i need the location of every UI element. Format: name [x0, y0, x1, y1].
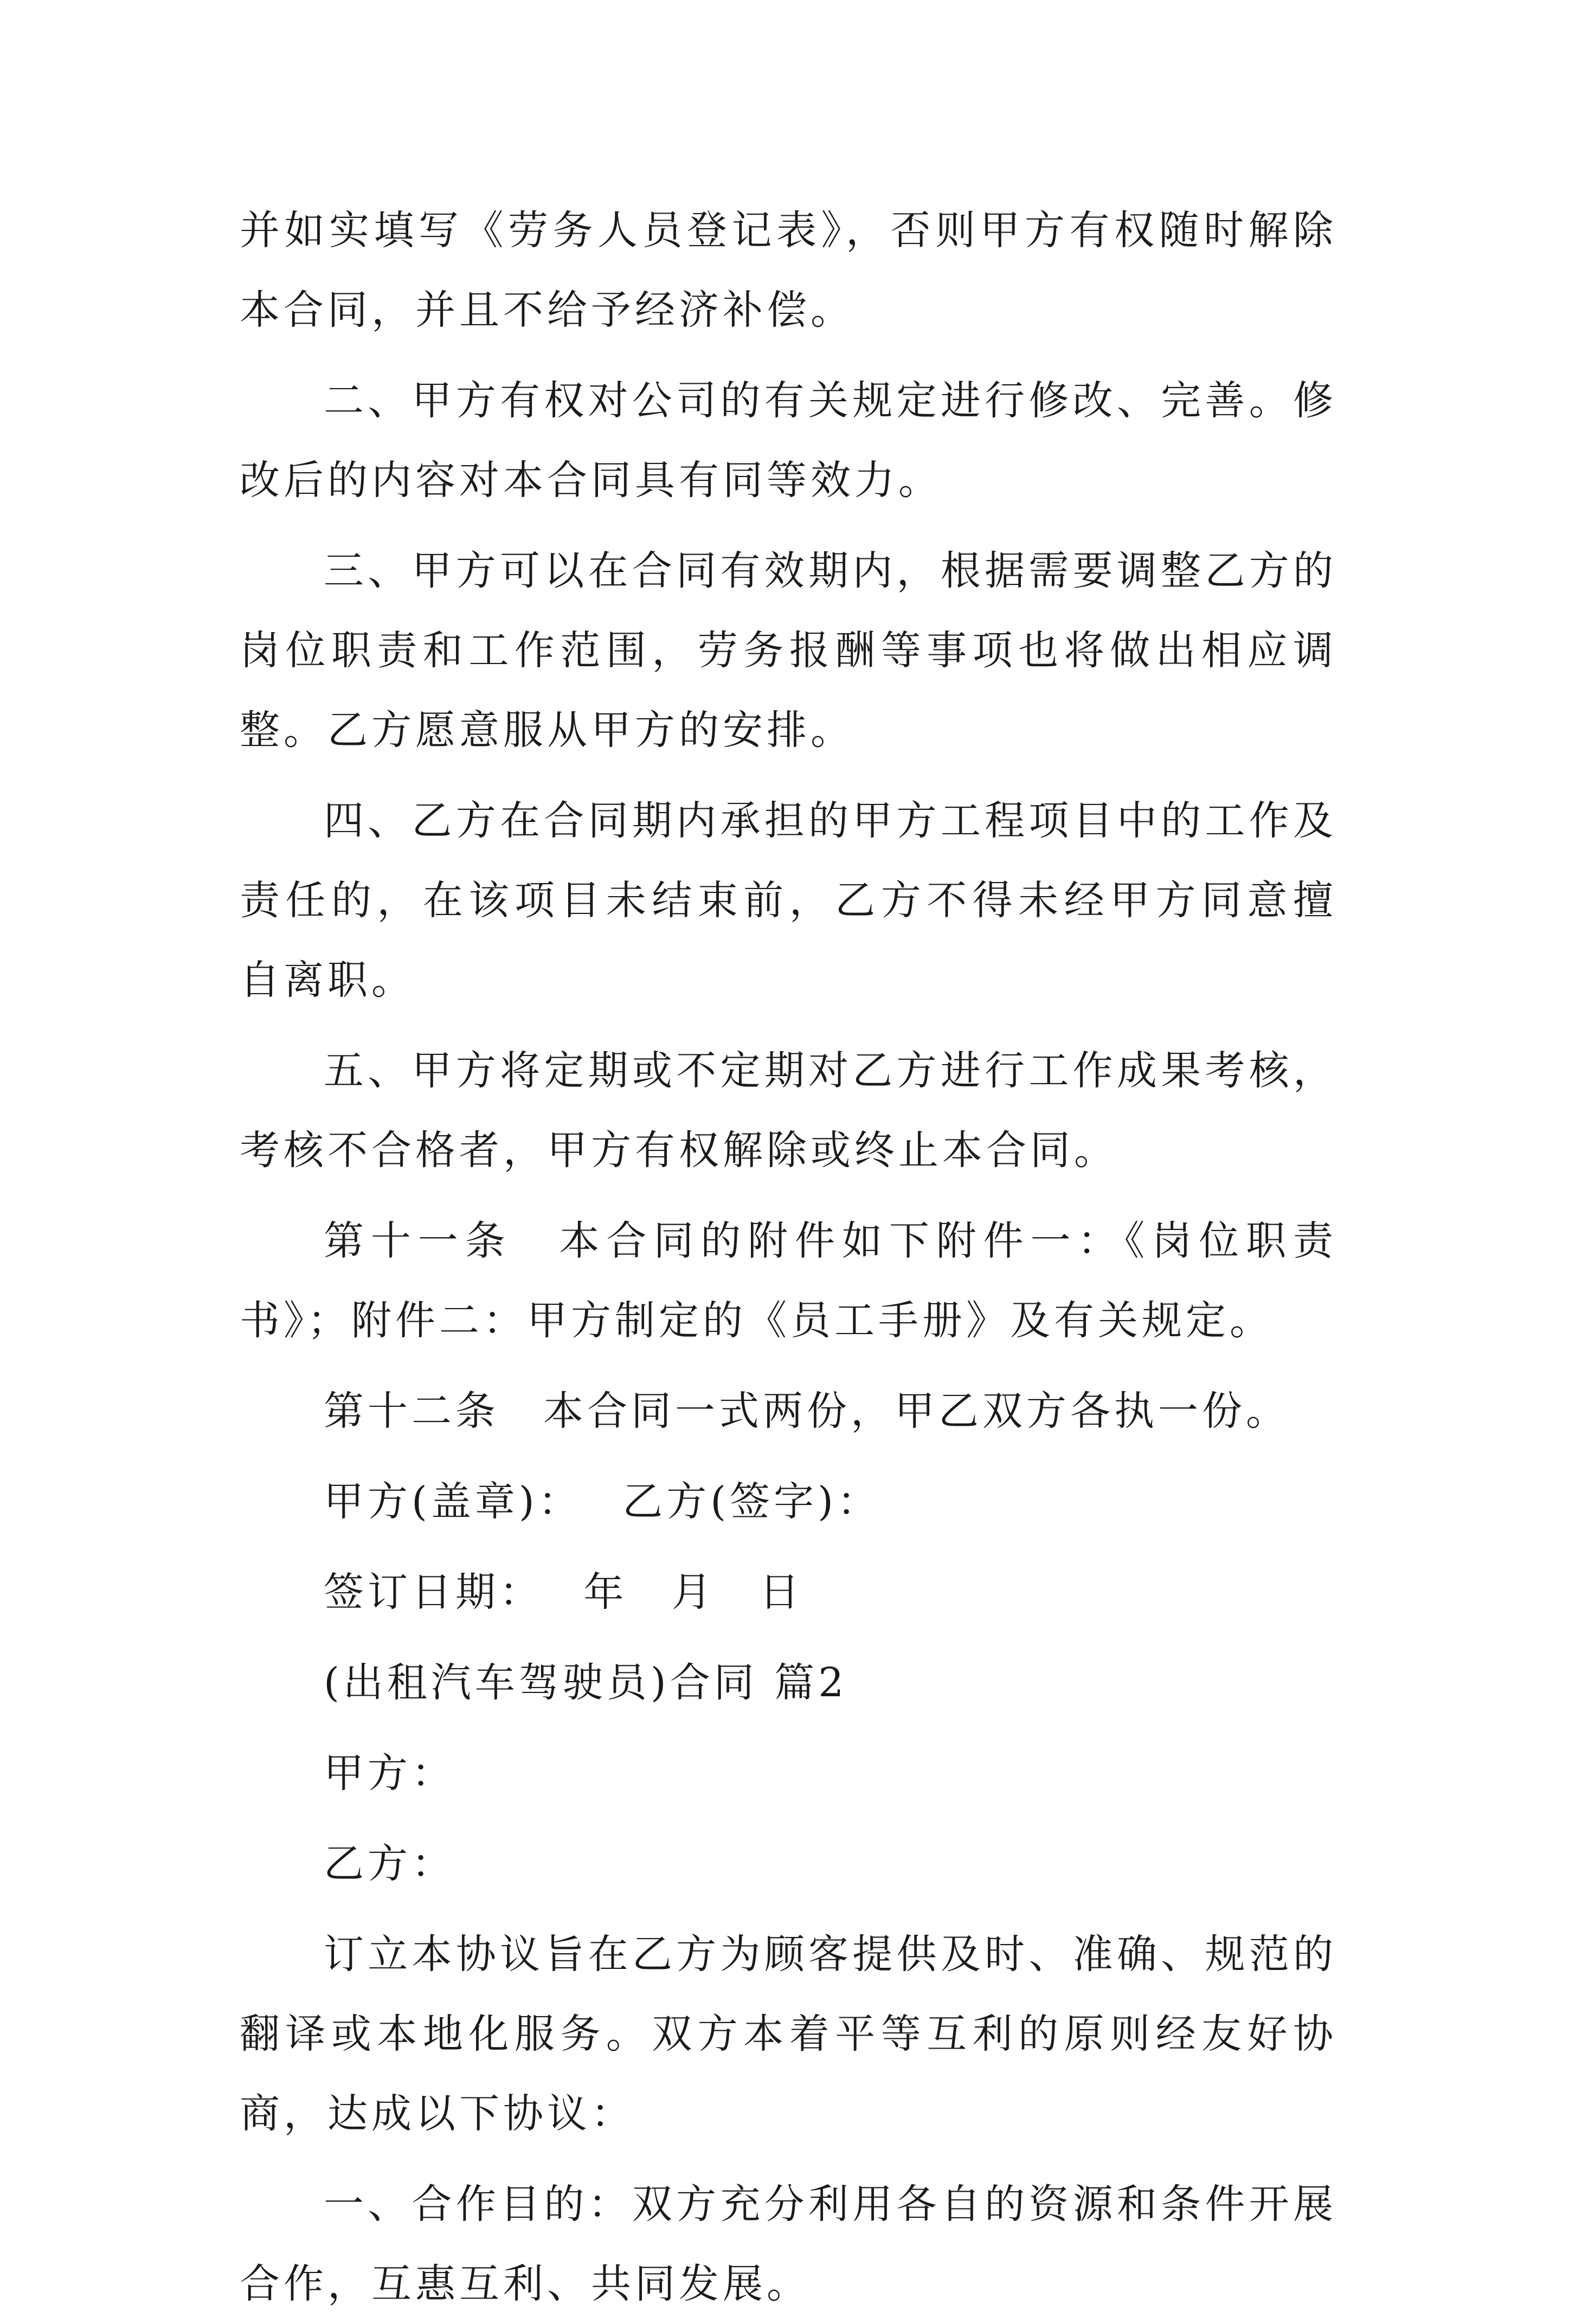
paragraph-preamble: 订立本协议旨在乙方为顾客提供及时、准确、规范的翻译或本地化服务。双方本着平等互利的原则经友好协商，达成以下协议： — [240, 1931, 1337, 2137]
paragraph-clause-3: 三、甲方可以在合同有效期内，根据需要调整乙方的岗位职责和工作范围，劳务报酬等事项也将做出相应调整。乙方愿意服从甲方的安排。 — [240, 548, 1337, 754]
paragraph-article-12: 第十二条 本合同一式两份，甲乙双方各执一份。 — [324, 1388, 1290, 1434]
paragraph-article-11: 第十一条 本合同的附件如下附件一：《岗位职责书》；附件二：甲方制定的《员工手册》及有关规定。 — [240, 1218, 1337, 1344]
signature-line: 甲方(盖章)： 乙方(签字)： — [324, 1478, 882, 1525]
paragraph-cooperation-purpose: 一、合作目的：双方充分利用各自的资源和条件开展合作，互惠互利、共同发展。 — [240, 2181, 1337, 2307]
party-b-line: 乙方： — [324, 1840, 455, 1887]
document-body — [240, 191, 1337, 2324]
signing-date-line: 签订日期： 年 月 日 — [324, 1569, 803, 1615]
party-a-line: 甲方： — [324, 1750, 455, 1797]
paragraph-clause-2: 二、甲方有权对公司的有关规定进行修改、完善。修改后的内容对本合同具有同等效力。 — [240, 377, 1337, 504]
paragraph-clause-4: 四、乙方在合同期内承担的甲方工程项目中的工作及责任的，在该项目未结束前，乙方不得未经甲方同意擅自离职。 — [240, 797, 1337, 1003]
paragraph-continuation: 并如实填写《劳务人员登记表》，否则甲方有权随时解除本合同，并且不给予经济补偿。 — [240, 207, 1337, 333]
contract-heading-2: (出租汽车驾驶员)合同 篇2 — [324, 1659, 848, 1706]
paragraph-clause-5: 五、甲方将定期或不定期对乙方进行工作成果考核，考核不合格者，甲方有权解除或终止本合同。 — [240, 1047, 1337, 1174]
